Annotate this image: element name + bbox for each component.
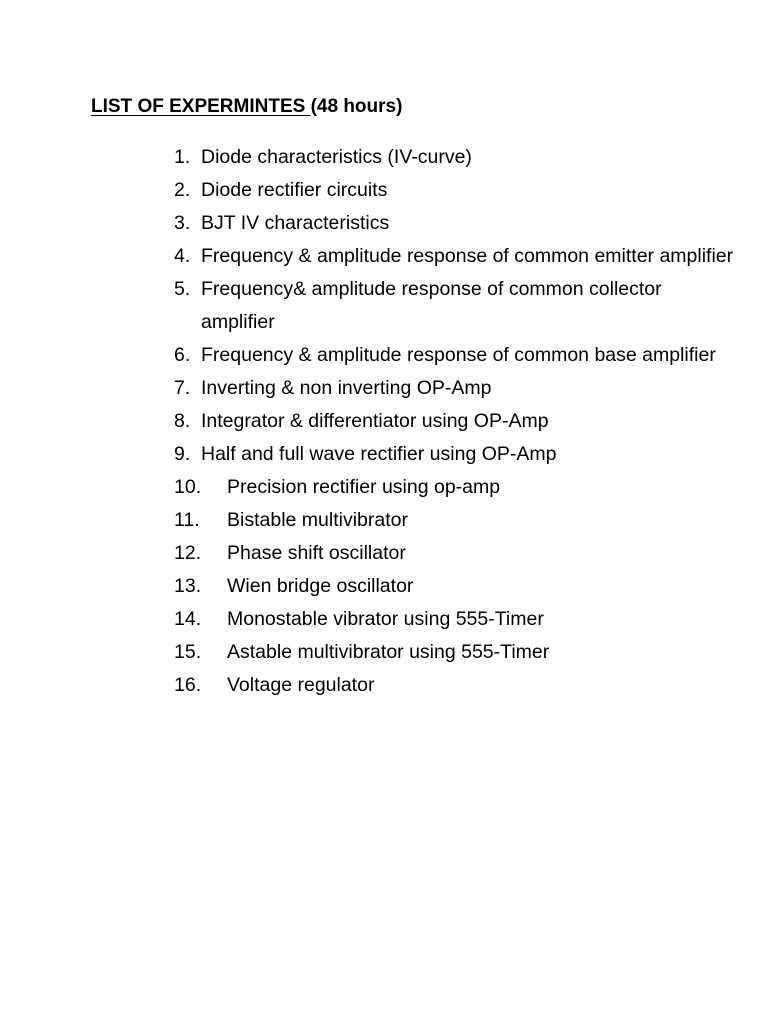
item-number: 14. — [174, 608, 202, 630]
item-text: Integrator & differentiator using OP-Amp — [201, 410, 549, 432]
list-item — [174, 669, 734, 702]
item-number: 15. — [174, 641, 202, 663]
item-number: 2. — [174, 179, 191, 201]
item-number: 12. — [174, 542, 202, 564]
item-text: Wien bridge oscillator — [227, 575, 414, 597]
item-number: 3. — [174, 212, 191, 234]
item-text: Diode characteristics (IV-curve) — [201, 146, 472, 168]
page-title — [91, 94, 402, 120]
item-text: BJT IV characteristics — [201, 212, 390, 234]
item-text: Precision rectifier using op-amp — [227, 476, 501, 498]
item-number: 6. — [174, 344, 191, 366]
item-text: Monostable vibrator using 555-Timer — [227, 608, 544, 630]
list-item — [174, 603, 734, 636]
item-number: 13. — [174, 575, 202, 597]
item-text: Astable multivibrator using 555-Timer — [227, 641, 550, 663]
list-item — [174, 339, 734, 372]
item-number: 1. — [174, 146, 191, 168]
item-text: Frequency& amplitude response of common collector amplifier — [201, 278, 662, 333]
list-item — [174, 207, 734, 240]
list-item — [174, 240, 734, 273]
item-number: 4. — [174, 245, 191, 267]
list-item — [174, 273, 734, 339]
item-text: Half and full wave rectifier using OP-Amp — [201, 443, 557, 465]
title-underlined-text: LIST OF EXPERMINTES — [91, 96, 311, 117]
item-text: Phase shift oscillator — [227, 542, 406, 564]
item-number: 8. — [174, 410, 191, 432]
item-text: Diode rectifier circuits — [201, 179, 388, 201]
item-text: Inverting & non inverting OP-Amp — [201, 377, 492, 399]
list-item — [174, 537, 734, 570]
list-item — [174, 141, 734, 174]
list-item — [174, 636, 734, 669]
item-number: 10. — [174, 476, 202, 498]
item-number: 5. — [174, 278, 191, 300]
item-number: 7. — [174, 377, 191, 399]
item-text: Bistable multivibrator — [227, 509, 408, 531]
list-item — [174, 504, 734, 537]
item-text: Frequency & amplitude response of common emitter amplifier — [201, 245, 734, 267]
item-text: Voltage regulator — [227, 674, 375, 696]
experiment-list — [174, 141, 734, 702]
item-text: Frequency & amplitude response of common base amplifier — [201, 344, 716, 366]
list-item — [174, 570, 734, 603]
title-duration: (48 hours) — [310, 96, 403, 117]
list-item — [174, 471, 734, 504]
item-number: 16. — [174, 674, 202, 696]
item-number: 11. — [174, 509, 200, 531]
list-item — [174, 405, 734, 438]
list-item — [174, 438, 734, 471]
list-item — [174, 372, 734, 405]
list-item — [174, 174, 734, 207]
item-number: 9. — [174, 443, 191, 465]
